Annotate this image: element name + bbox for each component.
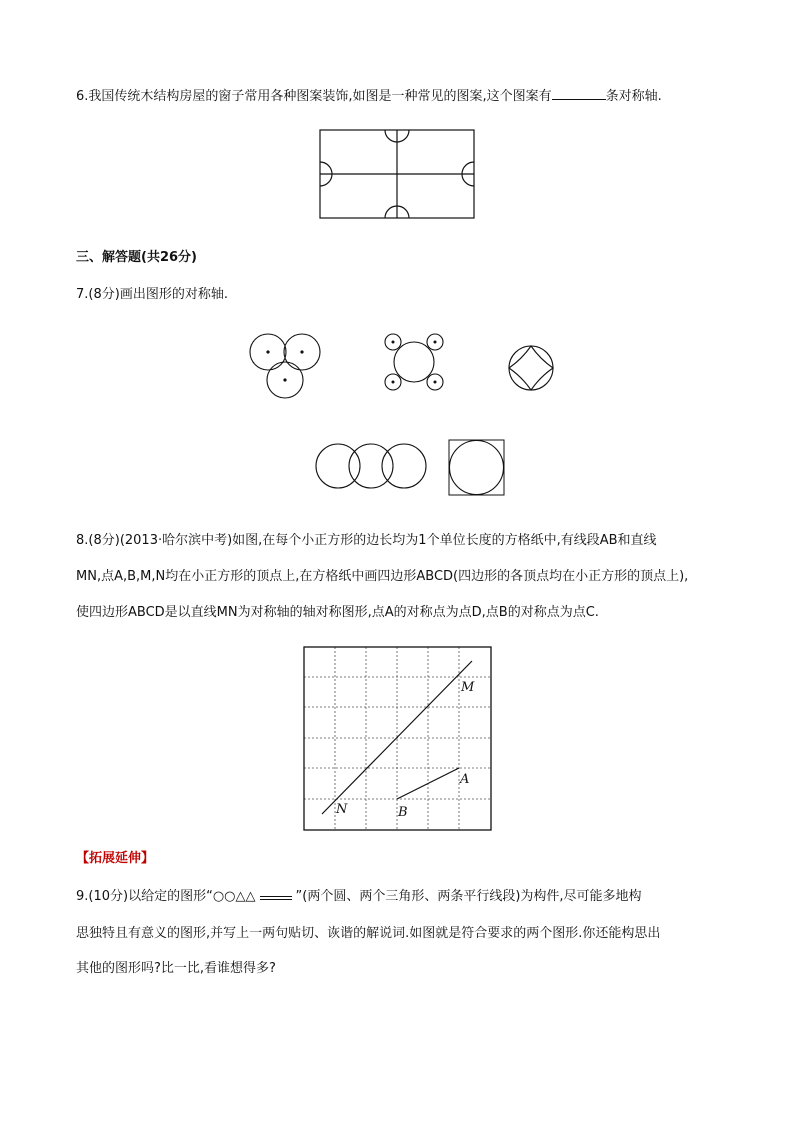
label-n: N [336,802,348,817]
circle-with-inscribed-shape-figure [506,343,556,393]
three-circles-row-figure [313,441,429,491]
question-8-line-1: 8.(8分)(2013·哈尔滨中考)如图,在每个小正方形的边长均为1个单位长度的方格纸中,有线段AB和直线 [76,533,657,548]
question-9-line-1 [76,889,642,905]
q6-text: 6.我国传统木结构房屋的窗子常用各种图案装饰,如图是一种常见的图案,这个图案有 [76,89,552,104]
three-circles-figure [246,330,328,402]
q9-text-b: ”(两个圆、两个三角形、两条平行线段)为构件,尽可能多地构 [295,889,642,904]
question-8-line-3: 使四边形ABCD是以直线MN为对称轴的轴对称图形,点A的对称点为点D,点B的对称点为点C. [76,605,599,620]
answer-blank[interactable] [552,87,606,100]
label-b: B [398,805,408,820]
question-9-line-3: 其他的图形吗?比一比,看谁想得多? [76,961,276,976]
circle-in-square-figure [448,439,506,497]
circle-with-four-small-circles-figure [381,332,447,392]
question-8-line-2: MN,点A,B,M,N均在小正方形的顶点上,在方格纸中画四边形ABCD(四边形的各顶点均在小正方形的顶点上), [76,569,689,584]
question-9-line-2: 思独特且有意义的图形,并写上一两句贴切、诙谐的解说词.如图就是符合要求的两个图形.你还能构思出 [76,926,661,941]
parallel-lines-icon [260,894,292,900]
label-a: A [460,772,470,787]
q9-text-a: 9.(10分)以给定的图形“○○△△ [76,889,256,904]
grid-figure[interactable] [303,646,493,832]
question-7: 7.(8分)画出图形的对称轴. [76,287,228,302]
window-pattern-figure [318,128,478,222]
question-6 [76,87,662,105]
section-title: 三、解答题(共26分) [76,250,197,265]
label-m: M [461,680,475,695]
extension-title: 【拓展延伸】 [76,851,155,866]
q6-text-after: 条对称轴. [605,89,662,104]
